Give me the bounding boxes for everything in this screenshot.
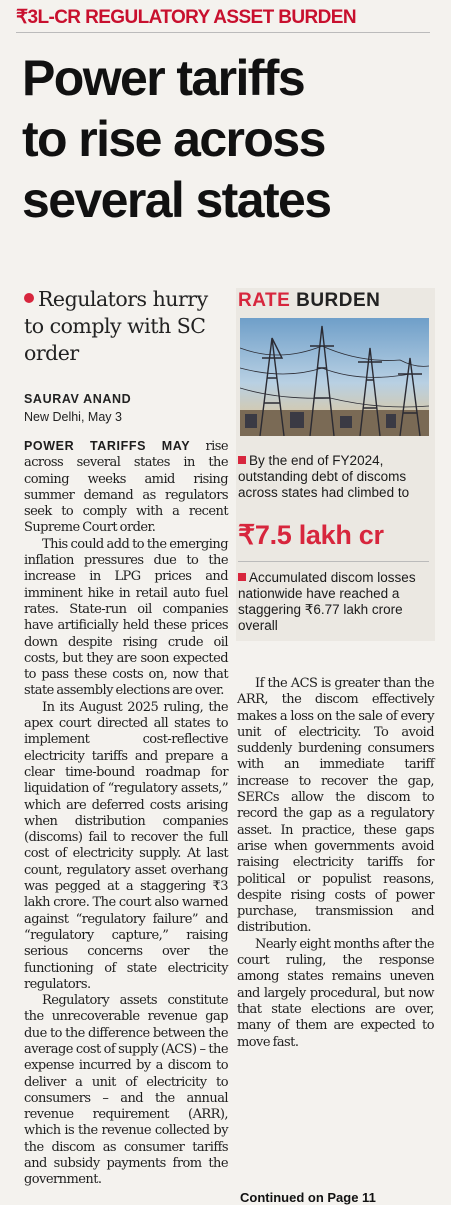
continued-link[interactable]: Continued on Page 11 (240, 1190, 376, 1205)
lead-in: POWER TARIFFS MAY (24, 439, 191, 453)
fact-debt-text: By the end of FY2024, outstanding debt of discoms across states had climbed to (238, 453, 410, 500)
sidebar-title (238, 290, 380, 312)
paragraph-4: Regulatory assets constitute the unrecoverable revenue gap due to the difference between the average cost of supply (ACS) – the expense incurred by a discom to deliver a unit of electricity to consumers – and the annual revenue requirement (ARR), which is the revenue collected by the discom as consumer tariffs and subsidy payments from the government. (24, 993, 228, 1188)
byline (24, 390, 131, 426)
paragraph-1-text: rise across several states in the coming weeks amid rising summer demand as regulators seek to comply with a recent Supreme Court order. (24, 439, 228, 536)
power-substation-photo (240, 318, 429, 436)
section-kicker: ₹3L-CR REGULATORY ASSET BURDEN (16, 6, 430, 33)
article-column-1 (24, 438, 228, 1189)
fact-losses-text: Accumulated discom losses nationwide have reached a staggering ₹6.77 lakh crore overall (238, 570, 416, 633)
headline-line-2: to rise across (22, 111, 325, 167)
sidebar-title-main: BURDEN (296, 290, 381, 311)
paragraph-6: Nearly eight months after the court ruling, the response among states remains uneven and largely procedural, but now that state elections are over, many of them are expected to move fast. (237, 936, 434, 1050)
paragraph-5: If the ACS is greater than the ARR, the discom effectively makes a loss on the sale of every unit of electricity. To avoid suddenly burdening consumers with an immediate tariff increase to recover the gap, SERCs allow the discom to record the gap as a regulatory asset. In practice, these gaps arise when governments avoid raising electricity tariffs for political or populist reasons, despite rising costs of power purchase, transmission and distribution. (237, 676, 434, 936)
author-name: SAURAV ANAND (24, 392, 132, 406)
red-square-bullet-icon (238, 573, 246, 581)
headline-line-3: several states (22, 172, 331, 228)
headline (22, 48, 442, 231)
bullet-dot-icon (24, 293, 34, 303)
paragraph-2: This could add to the emerging inflation pressures due to the increase in LPG prices and imminent hike in retail auto fuel rates. State-run oil companies have artificially held these prices down despite rising crude oil costs, but they are soon expected to pass these costs on, now that state assembly elections are over. (24, 536, 228, 699)
rate-burden-sidebar (236, 288, 435, 641)
red-square-bullet-icon (238, 456, 246, 464)
fact-losses (238, 570, 434, 634)
sidebar-divider (238, 561, 429, 562)
dateline: New Delhi, May 3 (24, 410, 122, 424)
article-column-2 (237, 676, 434, 1051)
strapline-text: Regulators hurry to comply with SC order (24, 287, 208, 365)
headline-line-1: Power tariffs (22, 50, 305, 106)
sidebar-title-accent: RATE (238, 290, 291, 311)
paragraph-3: In its August 2025 ruling, the apex court directed all states to implement cost-reflective electricity tariffs and prepare a clear time-bound roadmap for liquidation of “regulatory assets,” which are deferred costs arising when distribution companies (discoms) fail to recover the full cost of electricity supply. At last count, regulatory asset overhang was pegged at a staggering ₹3 lakh crore. The court also warned against “regulatory failure” and “regulatory capture,” raising serious concerns over the functioning of state electricity regulators. (24, 699, 228, 992)
debt-figure: ₹7.5 lakh cr (238, 520, 384, 550)
paragraph-1 (24, 438, 228, 537)
strapline (24, 286, 224, 367)
fact-debt (238, 453, 434, 501)
